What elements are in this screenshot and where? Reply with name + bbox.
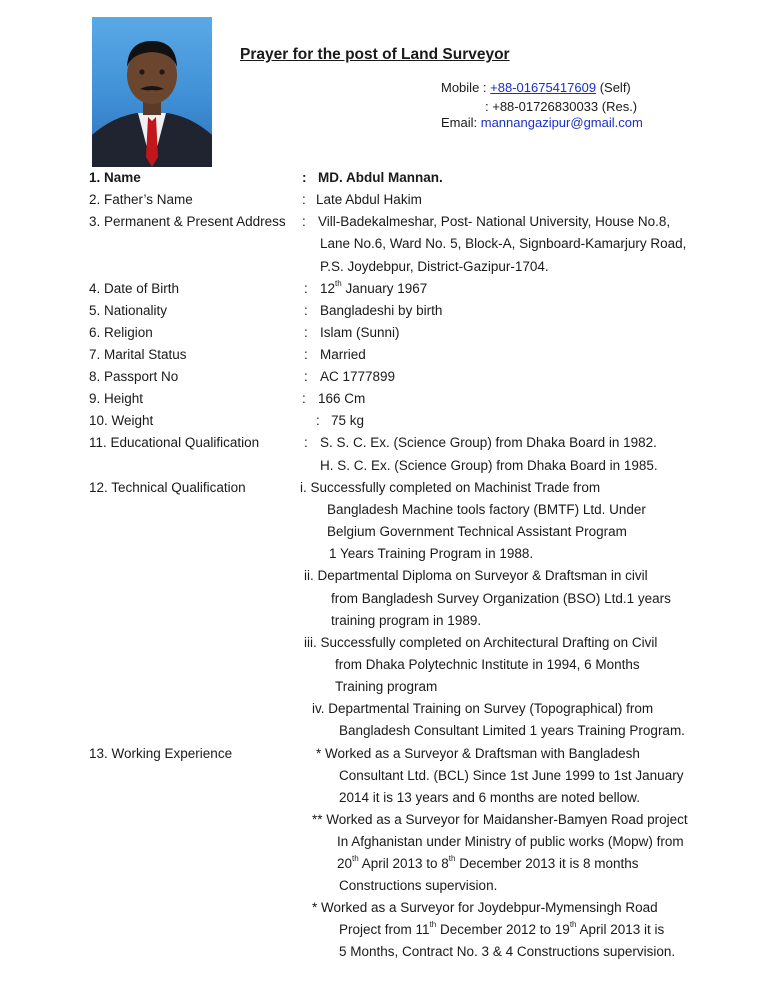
marital-colon: : [304,347,308,362]
mobile-note: (Self) [599,80,631,95]
technical-i-line-2: Bangladesh Machine tools factory (BMTF) Ltd. Under [327,502,646,517]
mobile-label: Mobile : [441,80,487,95]
person-portrait-icon [92,17,212,167]
technical-label: 12. Technical Qualification [89,480,246,495]
passport-label: 8. Passport No [89,369,179,384]
father-value: Late Abdul Hakim [316,192,422,207]
mobile-number-link[interactable]: +88-01675417609 [490,80,597,95]
nationality-value: Bangladeshi by birth [320,303,443,318]
technical-ii-line-2: from Bangladesh Survey Organization (BSO) Ltd.1 years [331,591,671,606]
technical-i-line-3: Belgium Government Technical Assistant Program [327,524,627,539]
father-colon: : [302,192,306,207]
name-colon: : [302,170,307,185]
email-label: Email: [441,115,478,130]
passport-colon: : [304,369,308,384]
experience-c-line-3: 5 Months, Contract No. 3 & 4 Constructions supervision. [339,944,676,959]
technical-iii-line-2: from Dhaka Polytechnic Institute in 1994, 6 Months [335,657,640,672]
father-label: 2. Father’s Name [89,192,193,207]
name-value: MD. Abdul Mannan. [318,170,443,185]
experience-b-line-2: In Afghanistan under Ministry of public works (Mopw) from [337,834,684,849]
name-label: 1. Name [89,170,141,185]
technical-ii-line-1: ii. Departmental Diploma on Surveyor & Draftsman in civil [304,568,648,583]
weight-label: 10. Weight [89,413,154,428]
res-phone: : +88-01726830033 (Res.) [485,99,638,114]
experience-b-line-4: Constructions supervision. [339,878,498,893]
nationality-label: 5. Nationality [89,303,168,318]
page-title: Prayer for the post of Land Surveyor [240,46,510,63]
education-line-2: H. S. C. Ex. (Science Group) from Dhaka Board in 1985. [320,458,658,473]
experience-a-line-2: Consultant Ltd. (BCL) Since 1st June 1999 to 1st January [339,768,684,783]
address-line-2: Lane No.6, Ward No. 5, Block-A, Signboard-Kamarjury Road, [320,236,687,251]
experience-b-line-3: 20th April 2013 to 8th December 2013 it is 8 months [337,854,639,871]
email-line [441,115,643,130]
weight-colon: : [316,413,320,428]
technical-ii-line-3: training program in 1989. [331,613,482,628]
technical-i-line-4: 1 Years Training Program in 1988. [329,546,534,561]
weight-value: 75 kg [331,413,365,428]
email-link[interactable]: mannangazipur@gmail.com [480,115,643,130]
marital-label: 7. Marital Status [89,347,187,362]
marital-value: Married [320,347,366,362]
dob-colon: : [304,281,308,296]
height-value: 166 Cm [318,391,366,406]
experience-a-line-3: 2014 it is 13 years and 6 months are noted bellow. [339,790,640,805]
technical-i-line-1: i. Successfully completed on Machinist Trade from [300,480,601,495]
nationality-colon: : [304,303,308,318]
mobile-line [441,80,631,95]
height-label: 9. Height [89,391,144,406]
dob-label: 4. Date of Birth [89,281,180,296]
education-colon: : [304,435,308,450]
experience-label: 13. Working Experience [89,746,233,761]
technical-iv-line-2: Bangladesh Consultant Limited 1 years Training Program. [339,723,685,738]
height-colon: : [302,391,306,406]
address-label: 3. Permanent & Present Address [89,214,286,229]
religion-label: 6. Religion [89,325,153,340]
technical-iv-line-1: iv. Departmental Training on Survey (Topographical) from [312,701,654,716]
technical-iii-line-1: iii. Successfully completed on Architectural Drafting on Civil [304,635,658,650]
passport-value: AC 1777899 [320,369,396,384]
technical-iii-line-3: Training program [335,679,438,694]
applicant-photo [92,17,212,167]
religion-colon: : [304,325,308,340]
dob-value: 12th January 1967 [320,279,428,296]
experience-c-line-1: * Worked as a Surveyor for Joydebpur-Mymensingh Road [312,900,658,915]
education-label: 11. Educational Qualification [89,435,260,450]
experience-b-line-1: ** Worked as a Surveyor for Maidansher-Bamyen Road project [312,812,688,827]
address-line-1: Vill-Badekalmeshar, Post- National University, House No.8, [318,214,671,229]
address-line-3: P.S. Joydebpur, District-Gazipur-1704. [320,259,549,274]
religion-value: Islam (Sunni) [320,325,400,340]
experience-a-line-1: * Worked as a Surveyor & Draftsman with Bangladesh [316,746,640,761]
experience-c-line-2: Project from 11th December 2012 to 19th April 2013 it is [339,920,665,937]
education-line-1: S. S. C. Ex. (Science Group) from Dhaka Board in 1982. [320,435,657,450]
address-colon: : [302,214,306,229]
